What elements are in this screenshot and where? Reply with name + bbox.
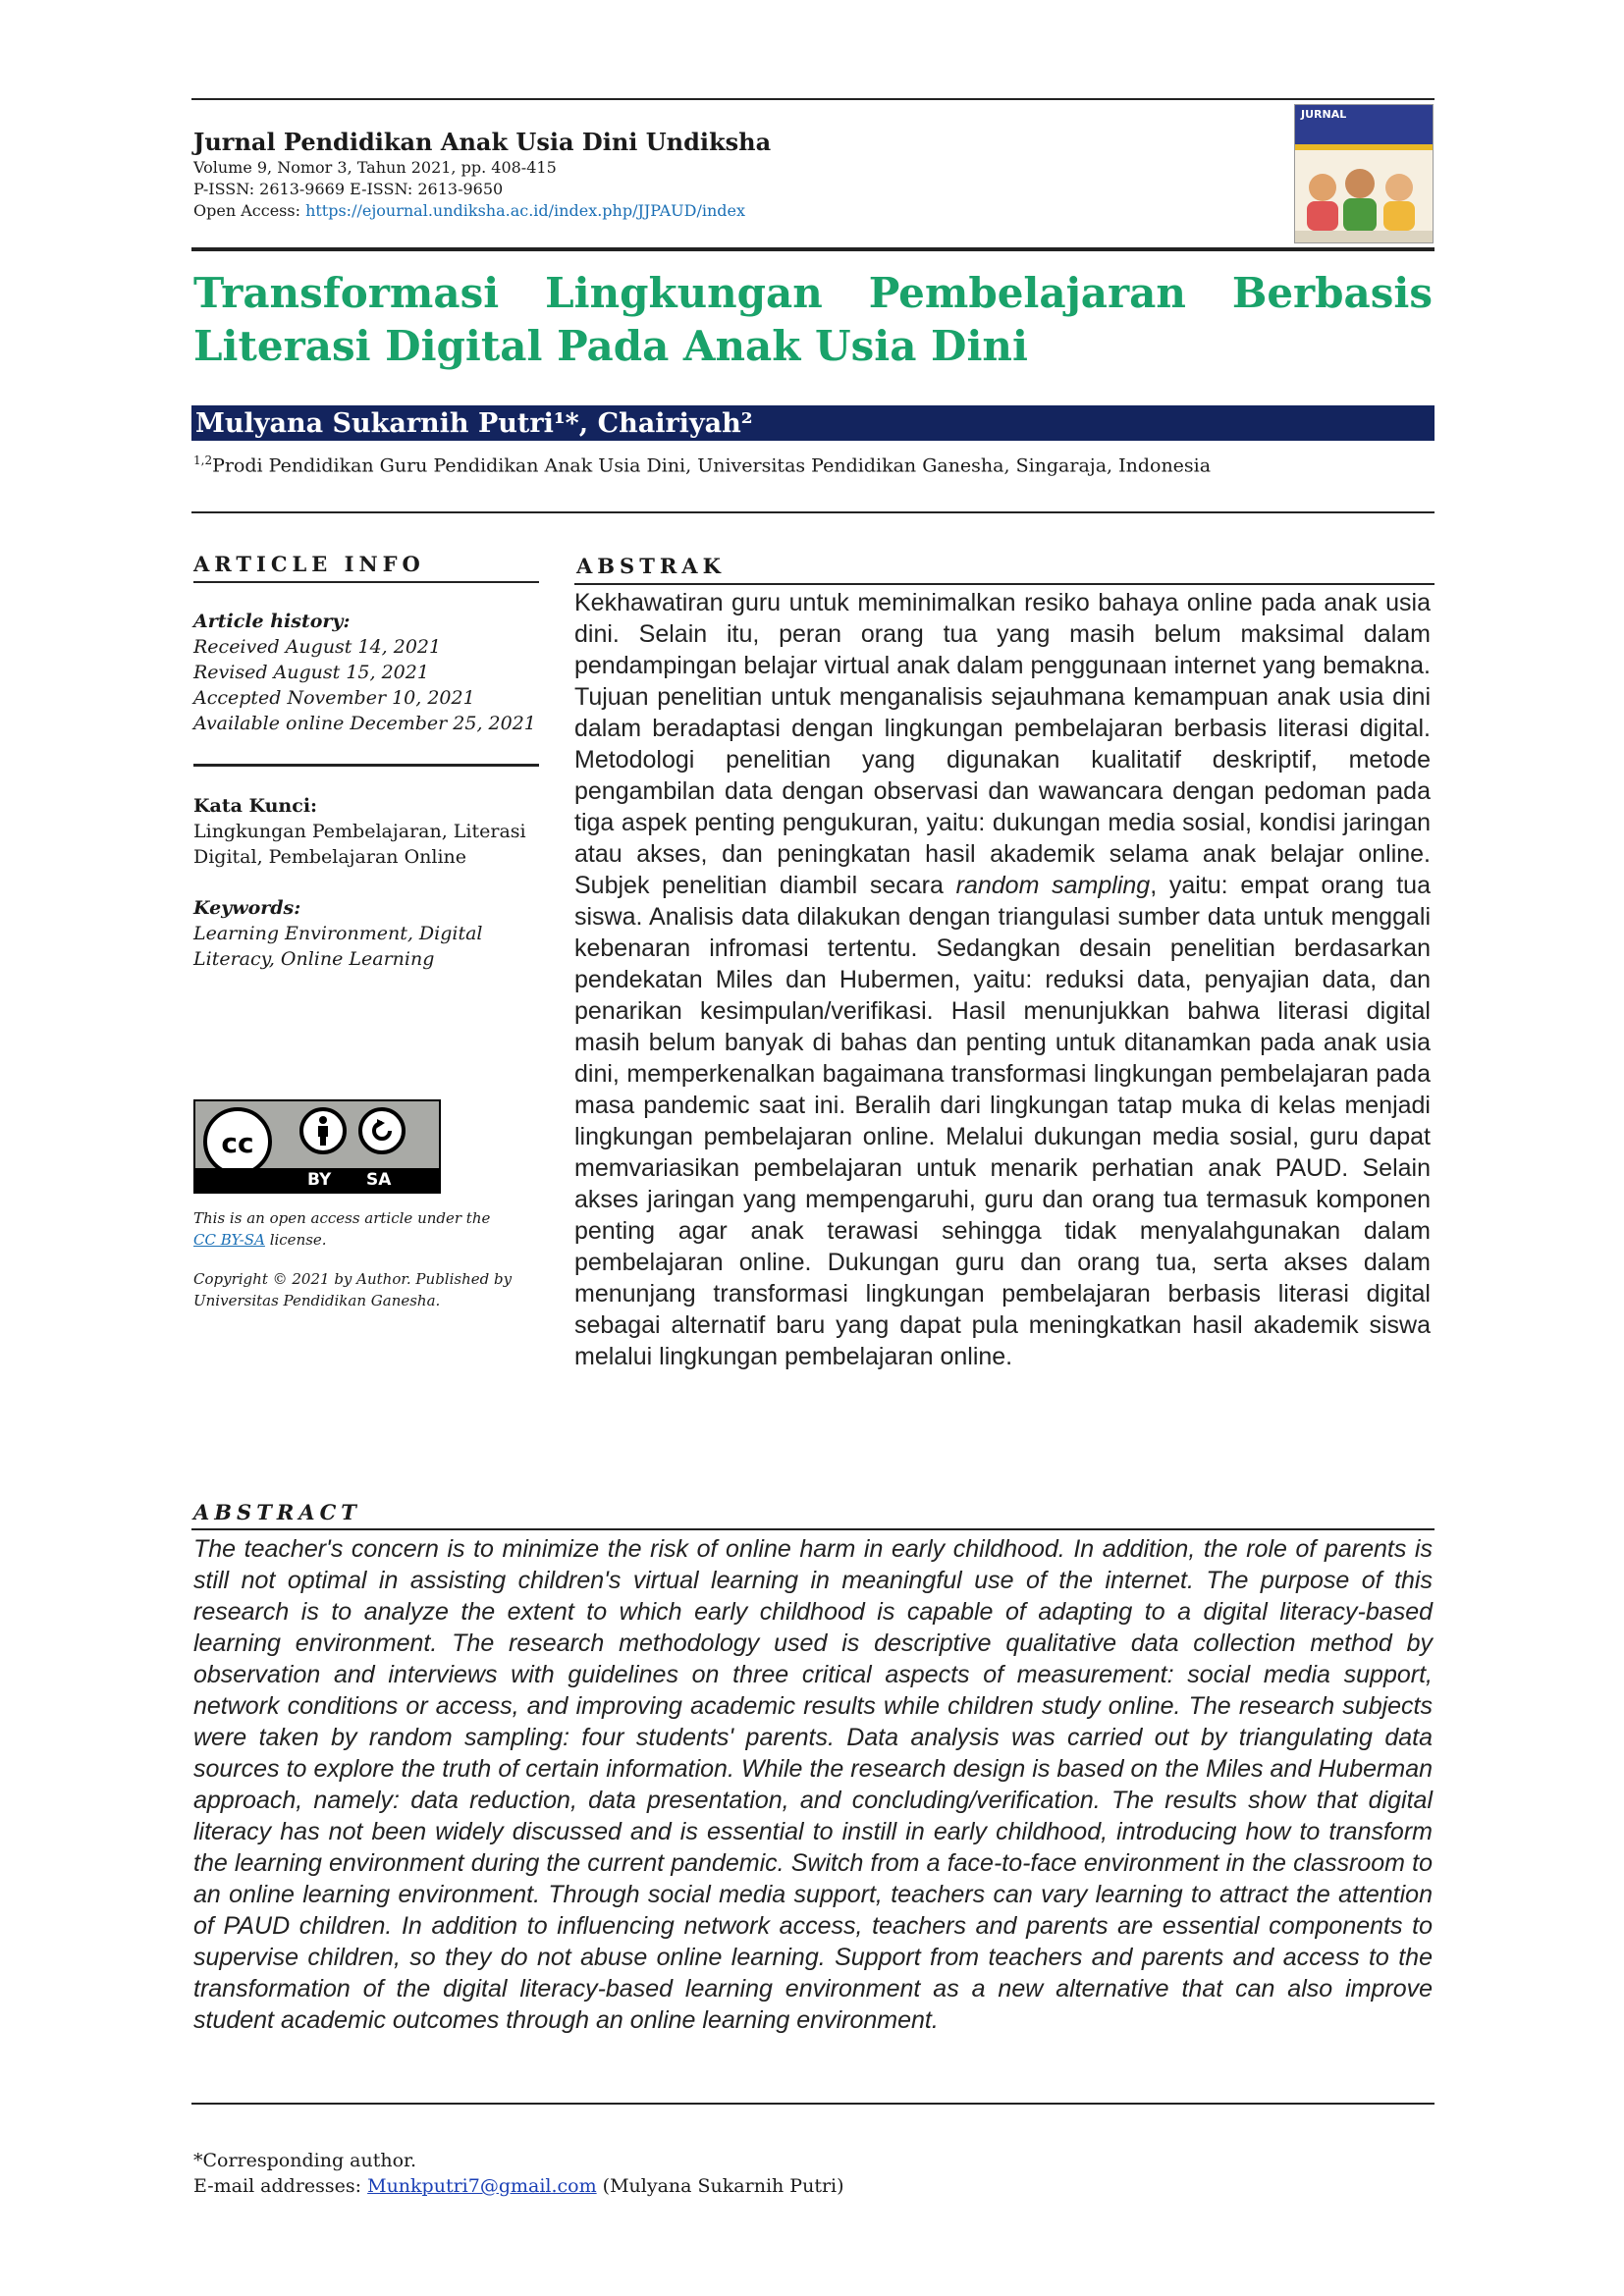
badge-by: BY [307,1170,332,1190]
kata-kunci-text: Lingkungan Pembelajaran, Literasi Digital, Pembelajaran Online [193,821,526,868]
journal-url-link[interactable]: https://ejournal.undiksha.ac.id/index.php/JJPAUD/index [305,201,746,220]
license-statement [193,1207,547,1251]
history-rule [193,764,539,767]
email-line [193,2175,844,2197]
received-date: Received August 14, 2021 [193,636,442,658]
journal-volume: Volume 9, Nomor 3, Tahun 2021, pp. 408-415 [193,158,557,177]
cc-icon [203,1107,272,1176]
affiliation [193,454,1211,476]
abstrak-text [574,587,1431,1372]
paper-title: Transformasi Lingkungan Pembelajaran Berbasis Literasi Digital Pada Anak Usia Dini [193,269,1433,370]
top-rule [191,98,1435,100]
svg-text:cc: cc [221,1127,254,1159]
header-rule [191,247,1435,251]
abstract-text: The teacher's concern is to minimize the risk of online harm in early childhood. In addition, the role of parents is still not optimal in assisting children's virtual learning in meaningful use of the internet. The purpose of this research is to analyze the extent to which early childhood is capable of adapting to a digital literacy-based learning environment. The research methodology used is descriptive qualitative data collection method by observation and interviews with guidelines on three critical aspects of measurement: social media support, network conditions or access, and improving academic results while children study online. The research subjects were taken by random sampling: four students' parents. Data analysis was carried out by triangulating data sources to explore the truth of certain information. While the research design is based on the Miles and Huberman approach, namely: data reduction, data presentation, and concluding/verification. The results show that digital literacy has not been widely discussed and is essential to instill in early childhood, introducing how to transform the learning environment during the current pandemic. Switch from a face-to-face environment in the classroom to an online learning environment. Through social media support, teachers can vary learning to attract the attention of PAUD children. In addition to influencing network access, teachers and parents are essential components to supervise children, so they do not abuse online learning. Support from teachers and parents and access to the transformation of the digital literacy-based learning environment as a new alternative that can also improve student academic outcomes through an online learning environment. [193,1535,1433,2034]
affiliation-rule [191,511,1435,513]
journal-name: Jurnal Pendidikan Anak Usia Dini Undiksha [193,128,772,156]
journal-cover-thumbnail [1294,104,1434,243]
revised-date: Revised August 15, 2021 [193,662,429,683]
abstrak-heading: ABSTRAK [576,554,726,578]
email-owner: (Mulyana Sukarnih Putri) [596,2175,844,2197]
open-access-label: Open Access: [193,201,306,220]
keywords-block [193,895,488,972]
license-text-2: license. [264,1231,327,1249]
affiliation-marker: 1,2 [193,454,213,467]
keywords-text: Learning Environment, Digital Literacy, Online Learning [193,923,483,970]
abstrak-italic-term: random sampling [955,872,1151,899]
abstract-bottom-rule [191,2103,1435,2105]
copyright-statement: Copyright © 2021 by Author. Published by Universitas Pendidikan Ganesha. [193,1270,513,1309]
author-names: Mulyana Sukarnih Putri¹*, Chairiyah² [195,408,753,439]
abstrak-part-2: , yaitu: empat orang tua siswa. Analisis data dilakukan dengan triangulasi sumber data untuk menggali kebenaran infromasi tertentu. Sedangkan desain penelitian berdasarkan pendekatan Miles dan Hubermen, yaitu: reduksi data, penyajian data, dan penarikan kesimpulan/verifikasi. Hasil menunjukkan bahwa literasi digital masih belum banyak di bahas dan penting untuk ditanamkan pada anak usia dini, memperkenalkan bagaimana transformasi lingkungan pembelajaran pada masa pandemic saat ini. Beralih dari lingkungan tatap muka di kelas menjadi lingkungan pembelajaran online. Melalui dukungan media sosial, guru dapat memvariasikan pembelajaran untuk menarik perhatian anak PAUD. Selain akses jaringan yang mempengaruhi, guru dan orang tua termasuk komponen penting agar anak terawasi sehingga tidak menyalahgunakan dalam pembelajaran online. Dukungan guru dan orang tua, serta akses dalam menunjang transformasi lingkungan pembelajaran berbasis literasi digital sebagai alternatif baru yang dapat pula meningkatkan hasil akademik siswa melalui lingkungan pembelajaran online. [574,872,1431,1370]
corresponding-author-note: *Corresponding author. [193,2150,417,2171]
share-alike-icon [358,1107,406,1154]
abstrak-rule [574,583,1435,585]
article-history [193,609,547,736]
journal-issn: P-ISSN: 2613-9669 E-ISSN: 2613-9650 [193,180,504,198]
email-label: E-mail addresses: [193,2175,368,2197]
attribution-icon [299,1107,347,1154]
affiliation-text: Prodi Pendidikan Guru Pendidikan Anak Usia Dini, Universitas Pendidikan Ganesha, Singaraja, Indonesia [212,454,1212,477]
article-info-rule [193,581,539,583]
history-label: Article history: [193,611,351,632]
author-bar [191,405,1435,441]
cover-title: JURNAL [1301,108,1347,121]
article-info-heading: ARTICLE INFO [193,552,425,576]
license-text-1: This is an open access article under the [193,1209,491,1227]
abstract-rule [191,1528,1435,1530]
badge-sa: SA [366,1170,392,1190]
abstrak-part-1: Kekhawatiran guru untuk meminimalkan resiko bahaya online pada anak usia dini. Selain itu, peran orang tua yang masih belum maksimal dalam pendampingan belajar virtual anak dalam penggunaan internet yang bemakna. Tujuan penelitian untuk menganalisis sejauhmana kemampuan anak usia dini dalam beradaptasi dengan lingkungan pembelajaran berbasis literasi digital. Metodologi penelitian yang digunakan kualitatif deskriptif, metode pengambilan data dengan observasi dan wawancara dengan pedoman pada tiga aspek penting pengukuran, yaitu: dukungan media sosial, kondisi jaringan atau akses, dan peningkatan hasil akademik selama anak belajar online. Subjek penelitian diambil secara [574,589,1431,899]
cover-children-illustration [1295,150,1433,242]
accepted-date: Accepted November 10, 2021 [193,687,475,709]
open-access-line [193,200,745,222]
cc-by-sa-link[interactable]: CC BY-SA [193,1231,265,1249]
kata-kunci-label: Kata Kunci: [193,795,318,817]
kata-kunci-block [193,793,539,870]
cc-by-sa-badge[interactable] [193,1099,441,1194]
author-email-link[interactable]: Munkputri7@gmail.com [367,2175,597,2197]
available-date: Available online December 25, 2021 [193,713,536,734]
keywords-label: Keywords: [193,897,301,919]
abstract-heading: ABSTRACT [193,1500,361,1524]
